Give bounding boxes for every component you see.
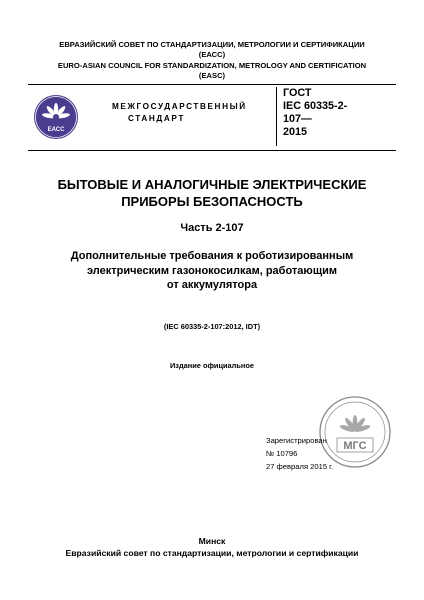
header-divider <box>28 84 396 85</box>
logo-text: ЕАСС <box>47 127 65 133</box>
council-header <box>28 40 396 82</box>
title-line1: БЫТОВЫЕ И АНАЛОГИЧНЫЕ ЭЛЕКТРИЧЕСКИЕ <box>57 177 367 192</box>
council-name-ru: ЕВРАЗИЙСКИЙ СОВЕТ ПО СТАНДАРТИЗАЦИИ, МЕТРОЛОГИИ И СЕРТИФИКАЦИИ <box>59 40 365 49</box>
iec-reference: (IEC 60335-2-107:2012, IDT) <box>163 322 261 331</box>
edition-label: Издание официальное <box>169 361 254 370</box>
header-vertical-divider <box>276 87 277 146</box>
title-line2: ПРИБОРЫ БЕЗОПАСНОСТЬ <box>121 194 303 209</box>
council-abbr-ru: (ЕАСС) <box>198 50 226 60</box>
gost-line2: IEC 60335-2- <box>283 100 348 112</box>
stamp-text: МГС <box>343 440 367 452</box>
registration-label: Зарегистрирован <box>266 436 327 445</box>
footer-city: Минск <box>198 536 226 546</box>
gost-line1: ГОСТ <box>283 87 312 99</box>
subtitle-line3: от аккумулятора <box>166 279 258 291</box>
footer-publisher: Евразийский совет по стандартизации, метрологии и сертификации <box>65 548 359 558</box>
document-subtitle <box>20 249 404 293</box>
subtitle-line2: электрическим газонокосилкам, работающим <box>86 264 337 277</box>
registration-date: 27 февраля 2015 г. <box>266 462 334 472</box>
gost-designation <box>283 87 393 139</box>
council-abbr-en: (EASC) <box>198 71 226 81</box>
gost-line4: 2015 <box>283 126 308 138</box>
designation-divider <box>28 150 396 151</box>
registration-number: № 10796 <box>266 449 298 459</box>
standard-type-line2: СТАНДАРТ <box>128 114 185 123</box>
part-number: Часть 2-107 <box>180 222 244 234</box>
subtitle-line1: Дополнительные требования к роботизированным <box>70 250 354 262</box>
standard-type <box>112 101 262 125</box>
easc-emblem-icon <box>32 93 80 141</box>
standard-type-line1: МЕЖГОСУДАРСТВЕННЫЙ <box>112 102 247 111</box>
document-footer <box>20 535 404 559</box>
gost-line3: 107— <box>283 113 312 125</box>
council-name-en: EURO-ASIAN COUNCIL FOR STANDARDIZATION, METROLOGY AND CERTIFICATION <box>57 60 367 70</box>
registration-block <box>266 434 386 474</box>
document-title <box>20 176 404 210</box>
